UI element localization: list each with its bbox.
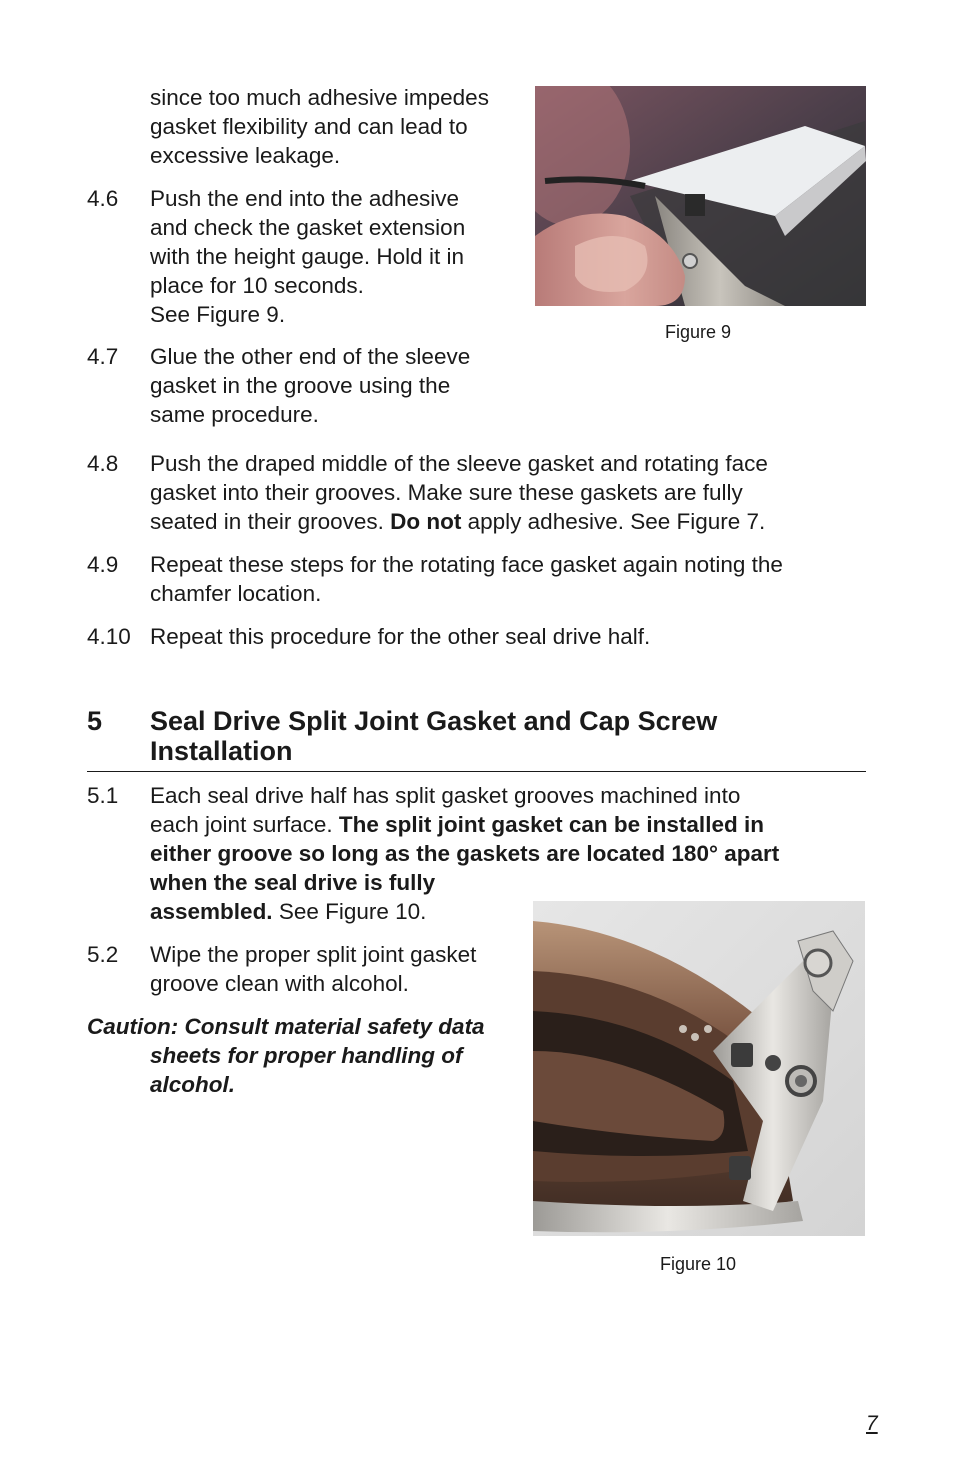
step-text: Glue the other end of the sleeve (150, 344, 471, 369)
caution-text: Caution: Consult material safety data (87, 1014, 485, 1039)
caution-text: sheets for proper handling of (150, 1043, 463, 1068)
step-text-segment: apply adhesive. See Figure 7. (461, 509, 766, 534)
step-text: gasket into their grooves. Make sure these gaskets are fully (150, 480, 743, 505)
step-text: Repeat this procedure for the other seal drive half. (150, 624, 651, 649)
step-text: same procedure. (150, 402, 319, 427)
figure-10-photo (533, 901, 865, 1236)
step-number: 4.9 (87, 552, 119, 577)
step-text: gasket in the groove using the (150, 373, 451, 398)
figure-10-caption: Figure 10 (660, 1254, 737, 1274)
step-text: chamfer location. (150, 581, 322, 606)
step-text: See Figure 9. (150, 302, 286, 327)
figure-9-photo (535, 86, 866, 306)
step-number: 4.10 (87, 624, 131, 649)
intro-line: since too much adhesive impedes (150, 85, 489, 110)
step-text-emphasis: assembled. (150, 899, 273, 924)
step-text-segment: seated in their grooves. (150, 509, 391, 534)
step-text: Wipe the proper split joint gasket (150, 942, 477, 967)
step-text-emphasis: Do not (390, 509, 462, 534)
step-number: 4.7 (87, 344, 119, 369)
step-text (150, 507, 765, 536)
section-title-line: Installation (150, 736, 293, 766)
intro-line: gasket flexibility and can lead to (150, 114, 468, 139)
step-number: 4.8 (87, 451, 119, 476)
step-text: place for 10 seconds. (150, 273, 364, 298)
section-title (150, 706, 830, 766)
step-text-emphasis: either groove so long as the gaskets are located 180° apart (150, 841, 780, 866)
step-text: Repeat these steps for the rotating face gasket again noting the (150, 552, 783, 577)
step-text: Each seal drive half has split gasket grooves machined into (150, 783, 741, 808)
step-text-emphasis: The split joint gasket can be installed in (338, 812, 764, 837)
section-title-line: Seal Drive Split Joint Gasket and Cap Screw (150, 706, 718, 736)
step-number: 5.1 (87, 783, 119, 808)
step-text (150, 810, 764, 839)
step-text-segment: See Figure 10. (272, 899, 427, 924)
step-text-segment: each joint surface. (150, 812, 339, 837)
step-text: groove clean with alcohol. (150, 971, 409, 996)
page-number: 7 (866, 1412, 878, 1435)
figure-9-caption: Figure 9 (665, 322, 732, 342)
step-text: with the height gauge. Hold it in (150, 244, 464, 269)
step-text-emphasis: when the seal drive is fully (150, 870, 436, 895)
step-text: and check the gasket extension (150, 215, 466, 240)
caution-text: alcohol. (150, 1072, 236, 1097)
step-number: 4.6 (87, 186, 119, 211)
step-text (150, 897, 426, 926)
step-text: Push the draped middle of the sleeve gasket and rotating face (150, 451, 768, 476)
section-divider (87, 771, 866, 772)
section-number: 5 (87, 706, 103, 736)
step-number: 5.2 (87, 942, 119, 967)
intro-line: excessive leakage. (150, 143, 341, 168)
step-text: Push the end into the adhesive (150, 186, 459, 211)
